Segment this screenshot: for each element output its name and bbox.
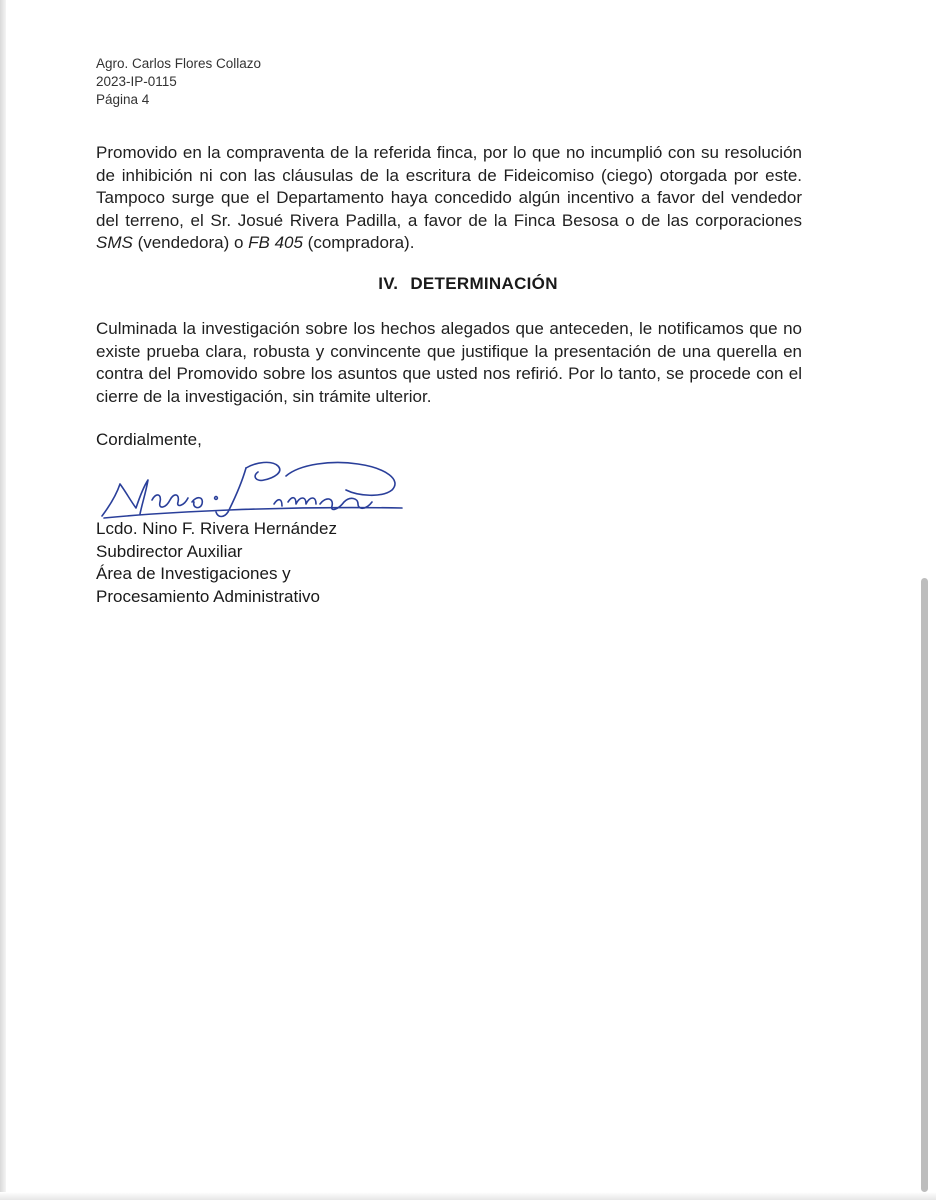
page-bottom-edge [0,1192,936,1200]
paragraph-text: (vendedora) o [132,233,249,252]
corporation-fb405: FB 405 [248,233,303,252]
case-number: 2023-IP-0115 [96,74,177,89]
closing-salutation: Cordialmente, [96,430,202,449]
signer-name: Lcdo. Nino F. Rivera Hernández [96,519,337,538]
page-number: Página 4 [96,92,150,107]
determination-paragraph: Culminada la investigación sobre los hechos alegados que anteceden, le notificamos que no existe prueba clara, robusta y convincente que justifique la presentación de una querella en contra del Promovido sobre los asuntos que usted nos refirió. Por lo tanto, se procede con el cierre de la investigación, sin trámite ulterior. [96,319,802,406]
vertical-scrollbar[interactable] [921,578,928,1192]
section-number: IV. [378,274,399,293]
corporation-sms: SMS [96,233,133,252]
section-title: DETERMINACIÓN [410,274,558,293]
section-heading [0,274,936,294]
signer-area: Área de Investigaciones y [96,564,291,583]
paragraph-text: Promovido en la compraventa de la referida finca, por lo que no incumplió con su resolución de inhibición ni con las cláusulas de la escritura de Fideicomiso (ciego) otorgada por este. Tampoco surge que el Departamento haya concedido algún incentivo a favor del vendedor del terreno, el Sr. Josué Rivera Padilla, a favor de la Finca Besosa o de las corporaciones [96,143,802,230]
recipient-name: Agro. Carlos Flores Collazo [96,56,262,71]
paragraph-text: (compradora). [302,233,415,252]
signer-area-continued: Procesamiento Administrativo [96,586,320,606]
paragraph-continuation [96,142,802,255]
letter-header [96,55,261,109]
page-edge-shadow [0,0,6,1200]
signer-title: Subdirector Auxiliar [96,541,243,561]
signature-block [96,518,337,608]
